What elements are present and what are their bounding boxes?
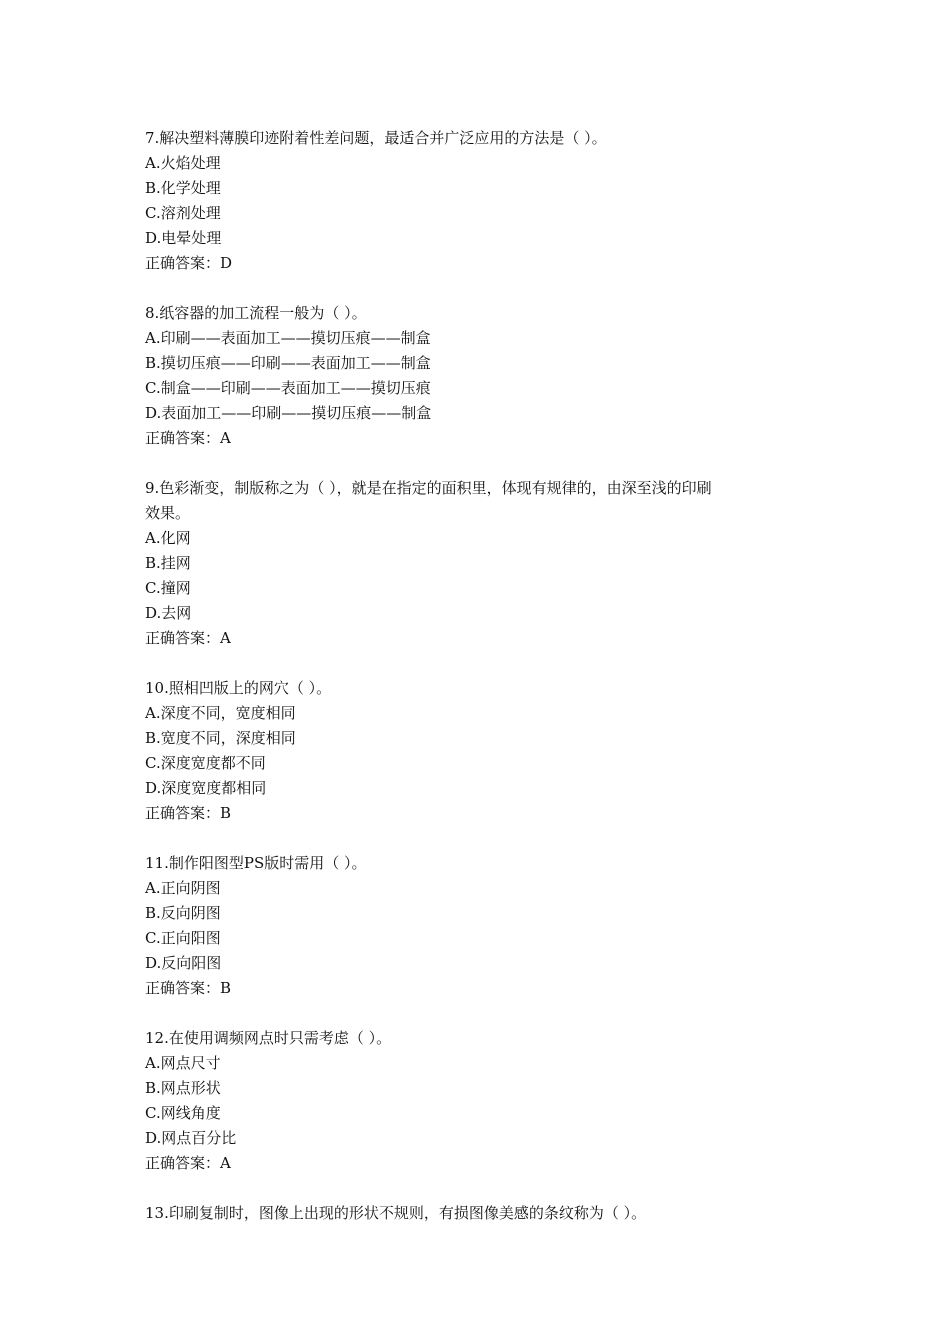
option-d: D.网点百分比 — [145, 1129, 237, 1147]
correct-answer: 正确答案：A — [145, 1154, 231, 1172]
option-c: C.制盒——印刷——表面加工——摸切压痕 — [145, 379, 431, 397]
option-b: B.反向阴图 — [145, 904, 221, 922]
question-8 — [145, 301, 825, 451]
question-stem: 8.纸容器的加工流程一般为（ ）。 — [145, 304, 367, 322]
option-c: C.撞网 — [145, 579, 191, 597]
option-d: D.反向阳图 — [145, 954, 222, 972]
correct-answer: 正确答案：A — [145, 629, 231, 647]
option-b: B.网点形状 — [145, 1079, 221, 1097]
correct-answer: 正确答案：B — [145, 979, 232, 997]
option-c: C.溶剂处理 — [145, 204, 221, 222]
option-a: A.网点尺寸 — [145, 1054, 221, 1072]
question-stem: 12.在使用调频网点时只需考虑（ ）。 — [145, 1029, 392, 1047]
question-10 — [145, 676, 825, 826]
correct-answer: 正确答案：A — [145, 429, 231, 447]
option-a: A.化网 — [145, 529, 191, 547]
question-9 — [145, 476, 825, 651]
option-b: B.宽度不同，深度相同 — [145, 729, 296, 747]
question-12 — [145, 1026, 825, 1176]
question-7 — [145, 126, 825, 276]
option-a: A.印刷——表面加工——摸切压痕——制盒 — [145, 329, 431, 347]
question-13 — [145, 1201, 825, 1226]
option-a: A.深度不同，宽度相同 — [145, 704, 296, 722]
option-a: A.火焰处理 — [145, 154, 221, 172]
option-c: C.网线角度 — [145, 1104, 221, 1122]
option-c: C.正向阳图 — [145, 929, 221, 947]
question-stem-continued: 效果。 — [145, 504, 191, 522]
question-stem: 11.制作阳图型PS版时需用（ ）。 — [145, 854, 367, 872]
option-b: B.化学处理 — [145, 179, 221, 197]
option-b: B.摸切压痕——印刷——表面加工——制盒 — [145, 354, 431, 372]
option-b: B.挂网 — [145, 554, 191, 572]
question-stem: 13.印刷复制时，图像上出现的形状不规则，有损图像美感的条纹称为（ ）。 — [145, 1204, 647, 1222]
question-11 — [145, 851, 825, 1001]
question-stem: 10.照相凹版上的网穴（ ）。 — [145, 679, 332, 697]
option-c: C.深度宽度都不同 — [145, 754, 266, 772]
question-stem: 9.色彩渐变，制版称之为（ ），就是在指定的面积里，体现有规律的，由深至浅的印刷 — [145, 479, 712, 497]
option-d: D.深度宽度都相同 — [145, 779, 267, 797]
question-stem: 7.解决塑料薄膜印迹附着性差问题，最适合并广泛应用的方法是（ ）。 — [145, 129, 607, 147]
option-d: D.电晕处理 — [145, 229, 222, 247]
option-d: D.去网 — [145, 604, 192, 622]
option-a: A.正向阴图 — [145, 879, 221, 897]
correct-answer: 正确答案：B — [145, 804, 232, 822]
option-d: D.表面加工——印刷——摸切压痕——制盒 — [145, 404, 432, 422]
question-list — [145, 126, 825, 1251]
correct-answer: 正确答案：D — [145, 254, 233, 272]
